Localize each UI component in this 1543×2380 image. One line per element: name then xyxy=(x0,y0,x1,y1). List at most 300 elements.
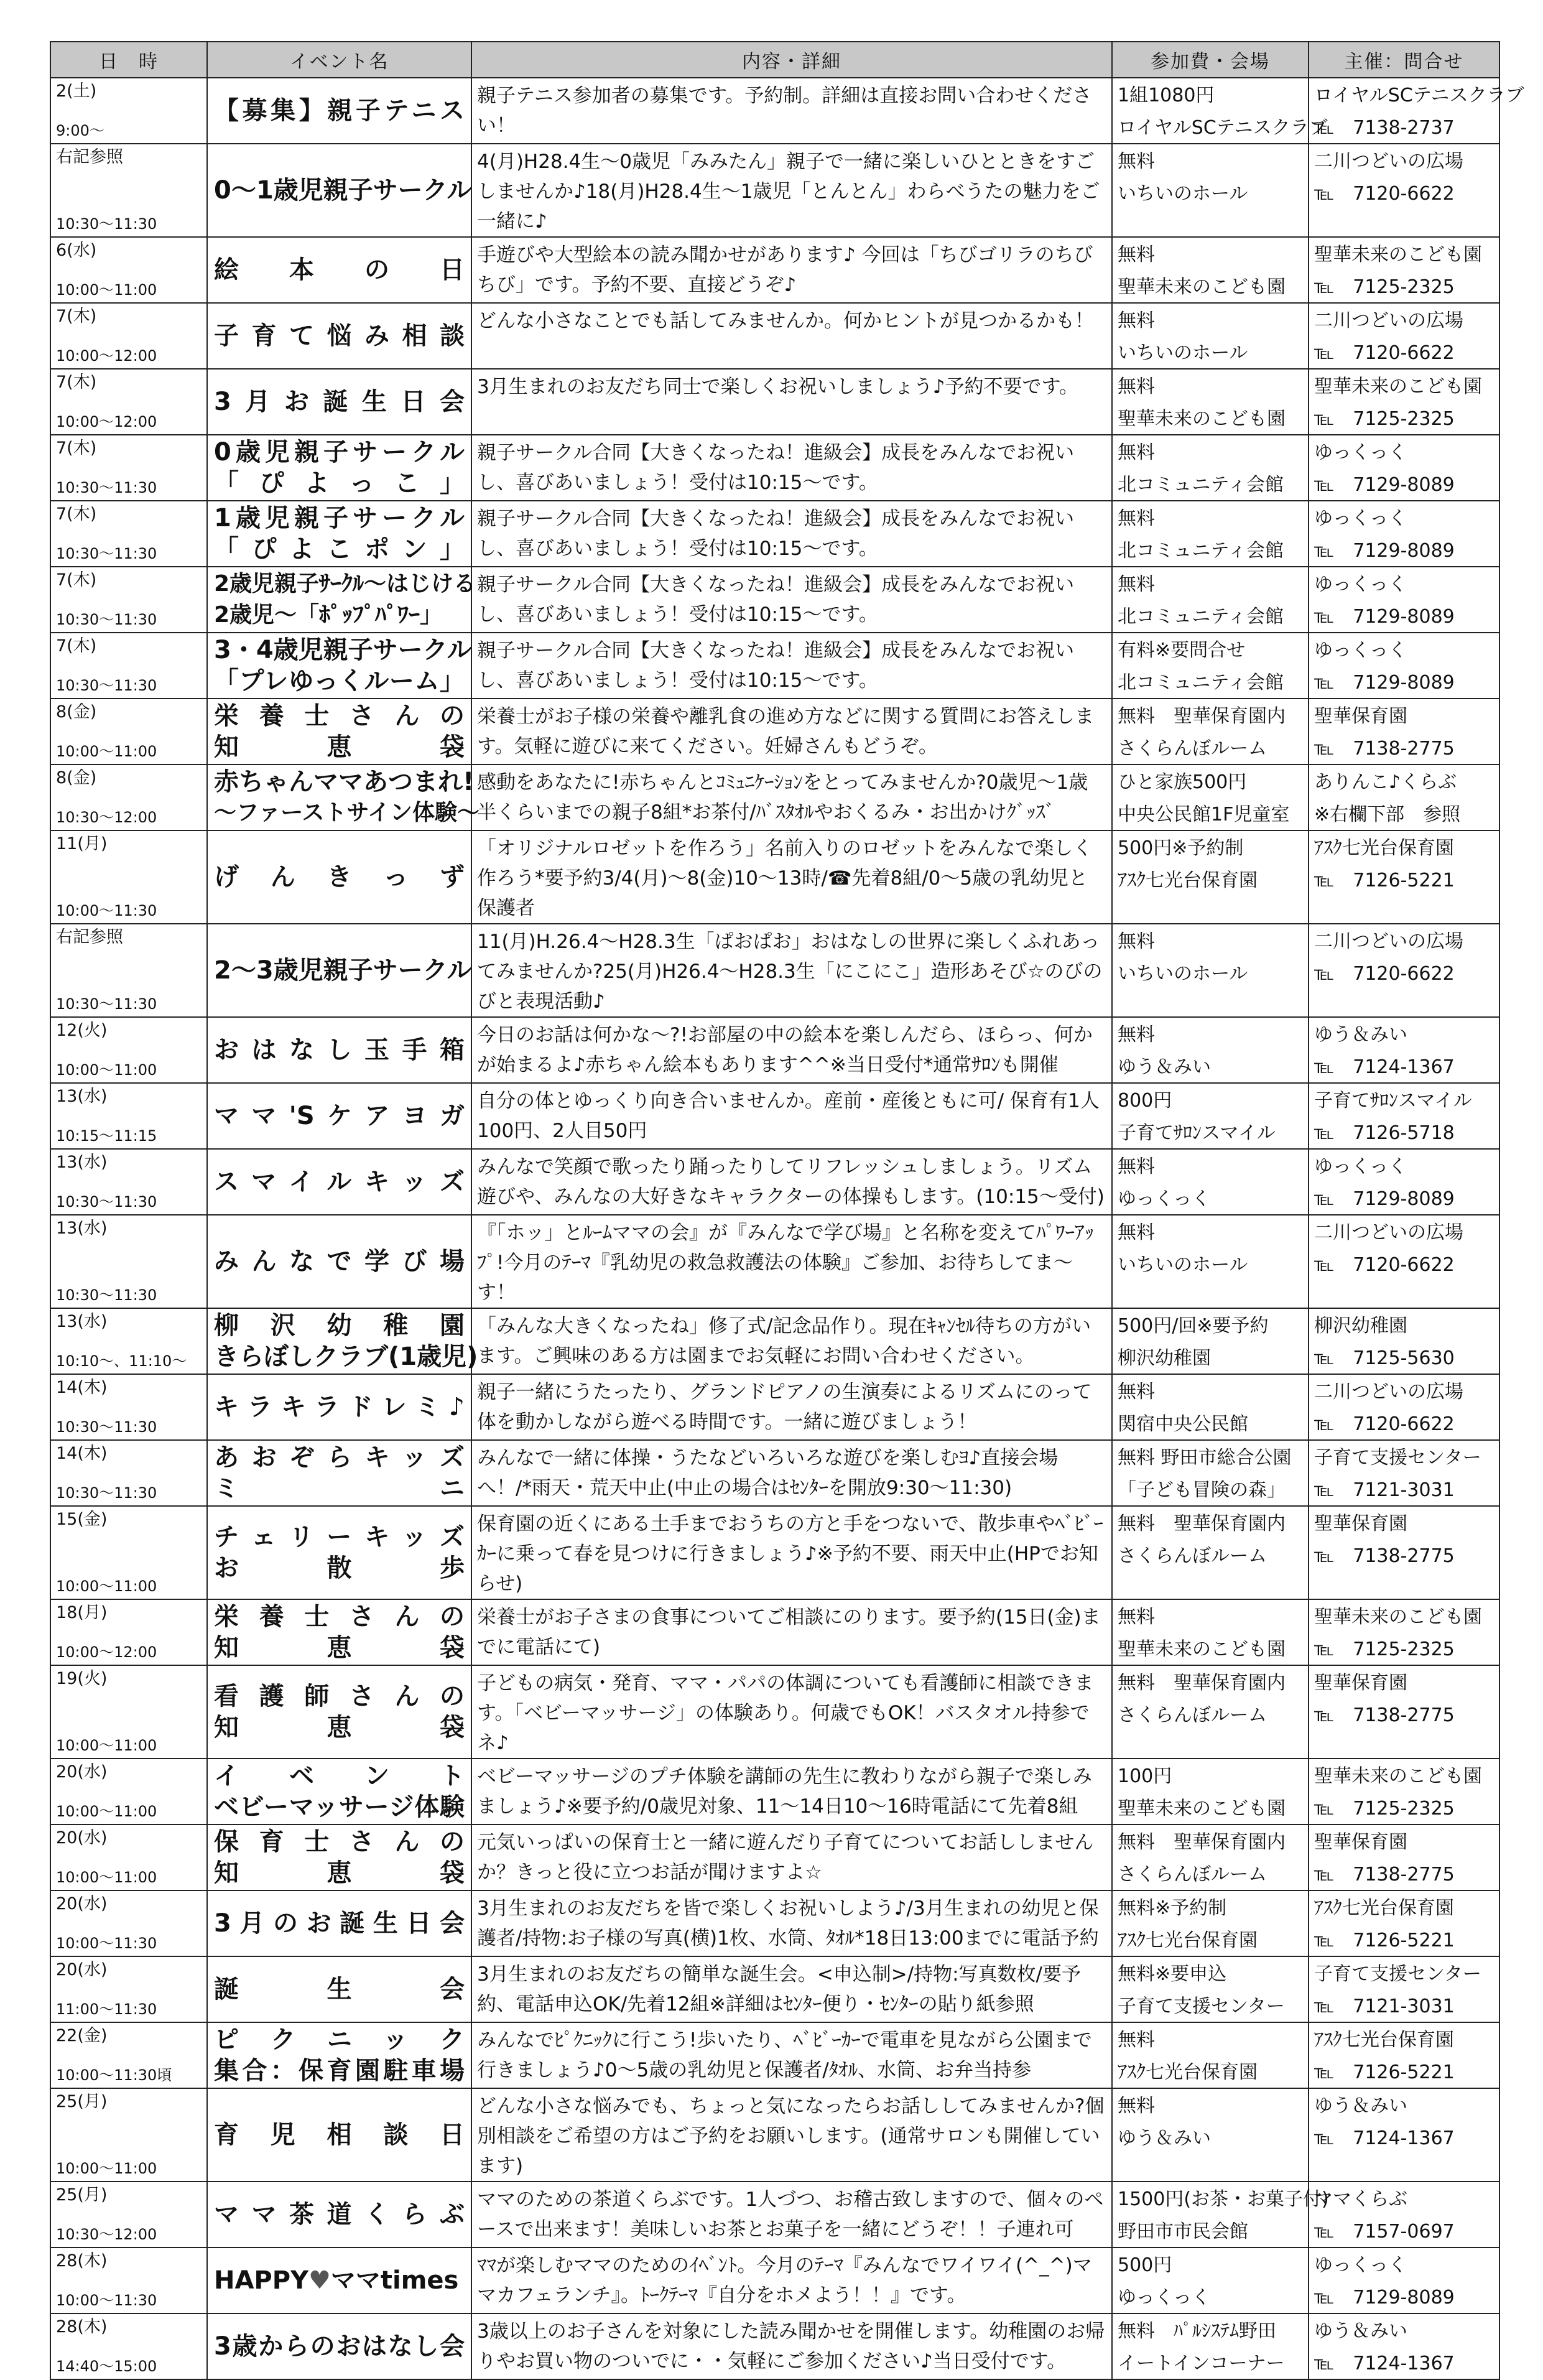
detail-cell xyxy=(471,830,1112,924)
organizer-line: ｱｽｸ七光台保育園 xyxy=(1314,2029,1454,2051)
event-name-cell xyxy=(207,1215,471,1308)
organizer-line: ありんこ♪くらぶ xyxy=(1314,771,1457,793)
fee-venue-cell xyxy=(1112,2088,1309,2182)
event-name-line: 0～1歳児親子サークル xyxy=(214,176,472,205)
date-cell xyxy=(50,1149,207,1215)
fee-venue-line: 無料 聖華保育園内 xyxy=(1118,1831,1286,1853)
event-detail: 栄養士がお子様の栄養や離乳食の進め方などに関する質問にお答えします。気軽に遊びに来てください。妊婦さんもどうぞ。 xyxy=(477,705,1094,758)
fee-venue-line: 関宿中央公民館 xyxy=(1118,1413,1248,1435)
event-name-cell xyxy=(207,699,471,765)
organizer-line: ℡ 7129-8089 xyxy=(1314,474,1455,496)
event-name-cell xyxy=(207,1759,471,1825)
organizer-line: ロイヤルSCテニスクラブ xyxy=(1314,85,1524,106)
event-name-line: キラキラドレミ♪ xyxy=(214,1393,465,1421)
event-name-line: 3月のお誕生日会 xyxy=(214,1909,465,1938)
event-name-line: 誕生会 xyxy=(214,1975,465,2004)
detail-cell xyxy=(471,369,1112,435)
event-detail: 今日のお話は何かな～?!お部屋の中の絵本を楽しんだら、ほらっ、何かが始まるよ♪赤ちゃん絵本もあります^^※当日受付*通常ｻﾛﾝも開催 xyxy=(477,1024,1093,1076)
fee-venue-line: さくらんぼルーム xyxy=(1118,738,1267,760)
event-name-line: ママ'Sケアヨガ xyxy=(214,1102,465,1130)
fee-venue-line: 無料 xyxy=(1118,310,1155,332)
event-day: 11(月) xyxy=(56,834,108,853)
organizer-cell xyxy=(1309,1440,1499,1506)
event-time: 10:30～11:30 xyxy=(56,1193,157,1211)
detail-cell xyxy=(471,924,1112,1017)
event-detail: 「オリジナルロゼットを作ろう」名前入りのロゼットをみんなで楽しく作ろう*要予約3/4(月)～8(金)10～13時/☎先着8組/0～5歳の乳幼児と保護者 xyxy=(477,837,1093,919)
event-time: 10:00～11:30 xyxy=(56,1935,157,1952)
event-name-cell xyxy=(207,2313,471,2379)
event-name-line: 0歳児親子サークル xyxy=(214,438,465,467)
detail-cell xyxy=(471,1308,1112,1374)
organizer-cell xyxy=(1309,633,1499,699)
organizer-cell xyxy=(1309,1308,1499,1374)
event-name-line: ミニ xyxy=(214,1474,465,1503)
fee-venue-cell xyxy=(1112,501,1309,567)
organizer-cell xyxy=(1309,2022,1499,2088)
event-name-line: 2歳児～「ﾎﾟｯﾌﾟﾊﾟﾜｰ」 xyxy=(214,602,443,628)
event-time: 10:30～12:00 xyxy=(56,809,157,826)
event-detail: 親子テニス参加者の募集です。予約制。詳細は直接お問い合わせください！ xyxy=(477,85,1092,137)
date-cell xyxy=(50,2022,207,2088)
date-cell xyxy=(50,567,207,633)
date-cell xyxy=(50,1215,207,1308)
header-org: 主催：問合せ xyxy=(1309,42,1499,78)
organizer-line: 聖華未来のこども園 xyxy=(1314,244,1482,266)
detail-cell xyxy=(471,1825,1112,1890)
fee-venue-line: 無料 xyxy=(1118,244,1155,266)
fee-venue-line: 100円 xyxy=(1118,1765,1172,1787)
organizer-line: 聖華未来のこども園 xyxy=(1314,1765,1482,1787)
fee-venue-line: 北コミュニティ会館 xyxy=(1118,672,1284,694)
fee-venue-line: 北コミュニティ会館 xyxy=(1118,474,1284,496)
event-name-cell xyxy=(207,1599,471,1665)
event-day: 14(木) xyxy=(56,1378,108,1397)
fee-venue-line: 無料 xyxy=(1118,574,1155,595)
event-name-cell xyxy=(207,303,471,369)
event-name-cell xyxy=(207,237,471,303)
detail-cell xyxy=(471,435,1112,501)
fee-venue-cell xyxy=(1112,1149,1309,1215)
event-name-line: 「ぴよこポン」 xyxy=(214,535,465,564)
fee-venue-line: ゆう＆みい xyxy=(1118,1056,1211,1078)
event-detail: 栄養士がお子さまの食事についてご相談にのります。要予約(15日(金)までに電話にて) xyxy=(477,1606,1101,1658)
organizer-cell xyxy=(1309,1506,1499,1599)
event-name-line: スマイルキッズ xyxy=(214,1168,465,1196)
organizer-cell xyxy=(1309,2248,1499,2313)
event-name-line: 1歳児親子サークル xyxy=(214,504,465,532)
organizer-cell xyxy=(1309,2182,1499,2248)
organizer-cell xyxy=(1309,369,1499,435)
organizer-line: ℡ 7124-1367 xyxy=(1314,2127,1455,2149)
event-row xyxy=(50,1599,1499,1665)
event-row xyxy=(50,1374,1499,1440)
detail-cell xyxy=(471,1759,1112,1825)
organizer-line: ゆう＆みい xyxy=(1314,1024,1407,1046)
organizer-line: ℡ 7126-5221 xyxy=(1314,870,1455,891)
event-detail: 感動をあなたに!赤ちゃんとｺﾐｭﾆｹｰｼｮﾝをとってみませんか?0歳児～1歳半くらいまでの親子8組*お茶付/ﾊﾞｽﾀｵﾙやおくるみ・お出かけｸﾞｯｽﾞ xyxy=(477,771,1088,824)
event-name-line: お散歩 xyxy=(214,1554,465,1583)
fee-venue-line: ｱｽｸ七光台保育園 xyxy=(1118,2062,1258,2083)
organizer-line: ゆっくっく xyxy=(1314,508,1407,529)
event-detail: 3月生まれのお友だち同士で楽しくお祝いしましょう♪予約不要です。 xyxy=(477,376,1079,398)
event-rows xyxy=(50,78,1524,2379)
event-name-line: 赤ちゃんママあつまれ! xyxy=(214,768,475,796)
event-day: 20(水) xyxy=(56,1894,108,1913)
event-name-cell xyxy=(207,1149,471,1215)
fee-venue-line: 500円 xyxy=(1118,2254,1172,2276)
detail-cell xyxy=(471,699,1112,765)
event-schedule-table xyxy=(50,41,1524,2380)
event-time: 14:40～15:00 xyxy=(56,2358,157,2375)
event-name-line: 3歳からのおはなし会 xyxy=(214,2332,465,2361)
organizer-cell xyxy=(1309,237,1499,303)
event-time: 10:00～11:00 xyxy=(56,1803,157,1820)
event-name-line: 【募集】親子テニス xyxy=(214,96,465,125)
organizer-line: ℡ 7126-5718 xyxy=(1314,1122,1455,1144)
event-day: 13(水) xyxy=(56,1312,108,1331)
event-time: 10:00～11:00 xyxy=(56,2160,157,2177)
fee-venue-line: ゆっくっく xyxy=(1118,2287,1211,2308)
fee-venue-cell xyxy=(1112,633,1309,699)
event-name-line: 柳沢幼稚園 xyxy=(214,1311,465,1340)
event-name-cell xyxy=(207,435,471,501)
detail-cell xyxy=(471,1374,1112,1440)
event-name-line: おはなし玉手箱 xyxy=(214,1036,465,1064)
detail-cell xyxy=(471,144,1112,237)
fee-venue-cell xyxy=(1112,435,1309,501)
date-cell xyxy=(50,1374,207,1440)
event-time: 10:30～12:00 xyxy=(56,2226,157,2243)
detail-cell xyxy=(471,2022,1112,2088)
organizer-line: ℡ 7129-8089 xyxy=(1314,606,1455,628)
event-day: 7(木) xyxy=(56,636,97,656)
fee-venue-line: 子育て支援センター xyxy=(1118,1996,1285,2017)
organizer-line: ℡ 7138-2775 xyxy=(1314,1545,1455,1567)
fee-venue-cell xyxy=(1112,1665,1309,1759)
fee-venue-line: 無料 xyxy=(1118,442,1155,463)
organizer-line: 聖華保育園 xyxy=(1314,1672,1407,1694)
event-name-cell xyxy=(207,2182,471,2248)
event-name-line: 看護師さんの xyxy=(214,1682,465,1711)
organizer-line: ℡ 7129-8089 xyxy=(1314,2287,1455,2308)
event-row xyxy=(50,924,1499,1017)
organizer-line: ゆっくっく xyxy=(1314,574,1407,595)
event-detail: どんな小さな悩みでも、ちょっと気になったらお話ししてみませんか?個別相談をご希望の方はご予約をお願いします。(通常サロンも開催しています) xyxy=(477,2095,1105,2177)
organizer-line: ℡ 7125-2325 xyxy=(1314,408,1455,430)
event-name-cell xyxy=(207,1083,471,1149)
event-time: 10:00～12:00 xyxy=(56,347,157,365)
event-row xyxy=(50,1440,1499,1506)
event-name-cell xyxy=(207,369,471,435)
event-time: 10:00～11:30 xyxy=(56,2292,157,2309)
event-day: 15(金) xyxy=(56,1510,108,1529)
date-cell xyxy=(50,1890,207,1956)
date-cell xyxy=(50,633,207,699)
fee-venue-line: 無料 聖華保育園内 xyxy=(1118,1513,1286,1535)
detail-cell xyxy=(471,1017,1112,1083)
fee-venue-line: 有料※要問合せ xyxy=(1118,639,1246,661)
detail-cell xyxy=(471,78,1112,144)
organizer-cell xyxy=(1309,830,1499,924)
organizer-line: ℡ 7125-2325 xyxy=(1314,1639,1455,1660)
fee-venue-line: 無料 xyxy=(1118,151,1155,172)
organizer-line: ℡ 7126-5221 xyxy=(1314,1930,1455,1951)
event-name-cell xyxy=(207,1890,471,1956)
date-cell xyxy=(50,2088,207,2182)
event-name-cell xyxy=(207,765,480,830)
fee-venue-line: 800円 xyxy=(1118,1090,1172,1112)
organizer-cell xyxy=(1309,1083,1499,1149)
event-row xyxy=(50,699,1499,765)
detail-cell xyxy=(471,501,1112,567)
event-time: 11:00～11:30 xyxy=(56,2001,157,2018)
date-cell xyxy=(50,1759,207,1825)
event-row xyxy=(50,1506,1499,1599)
event-time: 10:00～11:00 xyxy=(56,1869,157,1886)
organizer-line: ℡ 7157-0697 xyxy=(1314,2221,1455,2243)
fee-venue-line: 無料 聖華保育園内 xyxy=(1118,1672,1286,1694)
event-row xyxy=(50,1665,1499,1759)
event-row xyxy=(50,1017,1499,1083)
event-name-cell xyxy=(207,144,471,237)
event-name-cell xyxy=(207,567,476,633)
event-day: 2(土) xyxy=(56,81,97,101)
organizer-line: 子育て支援センター xyxy=(1314,1963,1481,1985)
date-cell xyxy=(50,1440,207,1506)
event-day: 28(木) xyxy=(56,2251,108,2271)
date-cell xyxy=(50,1599,207,1665)
organizer-cell xyxy=(1309,1149,1499,1215)
organizer-line: 聖華保育園 xyxy=(1314,705,1407,727)
organizer-cell xyxy=(1309,2088,1499,2182)
event-name-cell xyxy=(207,1308,478,1374)
event-day: 8(金) xyxy=(56,702,97,722)
event-name-line: チェリーキッズ xyxy=(214,1523,465,1551)
detail-cell xyxy=(471,237,1112,303)
fee-venue-line: 無料 xyxy=(1118,2095,1155,2117)
event-name-line: 2歳児親子ｻｰｸﾙ～はじける xyxy=(214,571,476,597)
organizer-cell xyxy=(1309,1599,1499,1665)
date-cell xyxy=(50,369,207,435)
event-name-cell xyxy=(207,2248,471,2313)
detail-cell xyxy=(471,1890,1112,1956)
fee-venue-cell xyxy=(1112,830,1309,924)
event-time: 10:00～12:00 xyxy=(56,413,157,430)
event-name-line: ママtimes xyxy=(330,2266,459,2295)
event-time: 10:00～12:00 xyxy=(56,1643,157,1661)
fee-venue-line: 「子ども冒険の森」 xyxy=(1118,1479,1286,1501)
organizer-line: 柳沢幼稚園 xyxy=(1314,1315,1407,1337)
event-time: 10:00～11:00 xyxy=(56,1061,157,1079)
fee-venue-line: 1500円(お茶・お菓子付) xyxy=(1118,2188,1329,2210)
event-name-cell xyxy=(207,1665,471,1759)
event-name-line: ピクニック xyxy=(214,2025,465,2054)
fee-venue-line: 聖華未来のこども園 xyxy=(1118,1798,1286,1820)
event-name-line: HAPPY ♥ ママtimes xyxy=(214,2266,459,2295)
detail-cell xyxy=(471,2182,1112,2248)
date-cell xyxy=(50,1308,207,1374)
event-day: 25(月) xyxy=(56,2092,108,2111)
date-cell xyxy=(50,501,207,567)
organizer-line: 二川つどいの広場 xyxy=(1314,151,1463,172)
event-row xyxy=(50,2182,1499,2248)
event-name-cell xyxy=(207,633,471,699)
fee-venue-cell xyxy=(1112,1890,1309,1956)
organizer-line: 子育て支援センター xyxy=(1314,1447,1481,1469)
event-detail: 親子サークル合同【大きくなったね！進級会】成長をみんなでお祝いし、喜びあいましょう！受付は10:15～です。 xyxy=(477,639,1075,692)
date-cell xyxy=(50,924,207,1017)
event-day: 28(木) xyxy=(56,2317,108,2336)
event-row xyxy=(50,1890,1499,1956)
fee-venue-cell xyxy=(1112,1308,1309,1374)
event-name-cell xyxy=(207,2088,471,2182)
organizer-cell xyxy=(1309,2313,1499,2379)
fee-venue-line: いちいのホール xyxy=(1118,342,1248,364)
event-time: 10:30～11:30 xyxy=(56,677,157,694)
fee-venue-line: ひと家族500円 xyxy=(1118,771,1247,793)
organizer-line: ゆっくっく xyxy=(1314,2254,1407,2276)
fee-venue-cell xyxy=(1112,1599,1309,1665)
fee-venue-line: さくらんぼルーム xyxy=(1118,1545,1267,1567)
event-row xyxy=(50,1149,1499,1215)
fee-venue-cell xyxy=(1112,369,1309,435)
fee-venue-line: 無料 xyxy=(1118,1024,1155,1046)
fee-venue-cell xyxy=(1112,2022,1309,2088)
organizer-cell xyxy=(1309,1374,1499,1440)
organizer-line: 二川つどいの広場 xyxy=(1314,931,1463,952)
fee-venue-line: 無料 ﾊﾟﾙｼｽﾃﾑ野田 xyxy=(1118,2320,1276,2342)
event-name-cell xyxy=(207,1956,471,2022)
event-day: 20(水) xyxy=(56,1828,108,1848)
event-detail: 『「ホッ」とﾙｰﾑママの会』が『みんなで学び場』と名称を変えてﾊﾟﾜｰｱｯﾌﾟ!今月のﾃｰﾏ『乳幼児の救急救護法の体験』ご参加、お待ちしてま～す！ xyxy=(477,1222,1094,1304)
event-name-line: 知恵袋 xyxy=(214,1713,465,1742)
detail-cell xyxy=(471,1440,1112,1506)
header-fee: 参加費・会場 xyxy=(1112,42,1309,78)
event-name-line: 絵本の日 xyxy=(214,256,465,284)
organizer-line: ℡ 7121-3031 xyxy=(1314,1996,1455,2017)
fee-venue-line: 500円※予約制 xyxy=(1118,837,1244,859)
event-day: 22(金) xyxy=(56,2026,108,2045)
fee-venue-line: 1組1080円 xyxy=(1118,85,1215,106)
fee-venue-line: 無料 xyxy=(1118,508,1155,529)
event-detail: ﾏﾏが楽しむママのためのｲﾍﾞﾝﾄ。今月のﾃｰﾏ『みんなでワイワイ(^_^)ママカフェランチ』。ﾄｰｸﾃｰﾏ『自分をホメよう！！』です。 xyxy=(477,2254,1092,2307)
detail-cell xyxy=(471,1665,1112,1759)
detail-cell xyxy=(471,2248,1112,2313)
organizer-line: ゆっくっく xyxy=(1314,639,1407,661)
fee-venue-line: 聖華未来のこども園 xyxy=(1118,276,1286,298)
event-row xyxy=(50,830,1499,924)
event-detail: みんなで一緒に体操・うたなどいろいろな遊びを楽しむﾖ♪直接会場へ！/*雨天・荒天中止(中止の場合はｾﾝﾀｰを開放9:30～11:30) xyxy=(477,1447,1059,1499)
event-name-line: みんなで学び場 xyxy=(214,1247,465,1276)
fee-venue-line: 無料※予約制 xyxy=(1118,1897,1227,1919)
organizer-line: ※右欄下部 参照 xyxy=(1314,804,1461,825)
event-name-line: 育児相談日 xyxy=(214,2121,465,2149)
fee-venue-cell xyxy=(1112,144,1309,237)
event-time: 10:30～11:30 xyxy=(56,1418,157,1436)
fee-venue-cell xyxy=(1112,567,1309,633)
event-detail: どんな小さなことでも話してみませんか。何かヒントが見つかるかも！ xyxy=(477,310,1094,332)
event-row xyxy=(50,1083,1499,1149)
detail-cell xyxy=(471,1215,1112,1308)
fee-venue-line: 野田市市民会館 xyxy=(1118,2221,1248,2243)
event-name-line: 栄養士さんの xyxy=(214,702,465,730)
event-day: 18(月) xyxy=(56,1603,108,1622)
detail-cell xyxy=(471,1506,1112,1599)
event-day: 25(月) xyxy=(56,2185,108,2205)
organizer-line: ゆっくっく xyxy=(1314,1156,1407,1178)
organizer-line: ℡ 7126-5221 xyxy=(1314,2062,1455,2083)
fee-venue-line: 無料 xyxy=(1118,1381,1155,1403)
date-cell xyxy=(50,2182,207,2248)
organizer-line: ゆう＆みい xyxy=(1314,2320,1407,2342)
organizer-line: ℡ 7125-2325 xyxy=(1314,276,1455,298)
date-cell xyxy=(50,2313,207,2379)
organizer-cell xyxy=(1309,924,1499,1017)
fee-venue-line: 500円/回※要予約 xyxy=(1118,1315,1269,1337)
event-detail: 3月生まれのお友だちの簡単な誕生会。<申込制>/持物:写真数枚/要予約、電話申込OK/先着12組※詳細はｾﾝﾀｰ便り・ｾﾝﾀｰの貼り紙参照 xyxy=(477,1963,1082,2015)
detail-cell xyxy=(471,1083,1112,1149)
event-day: 20(水) xyxy=(56,1762,108,1782)
organizer-cell xyxy=(1309,1665,1499,1759)
fee-venue-line: 中央公民館1F児童室 xyxy=(1118,804,1290,825)
fee-venue-line: さくらんぼルーム xyxy=(1118,1864,1267,1885)
event-row xyxy=(50,369,1499,435)
organizer-line: 聖華未来のこども園 xyxy=(1314,1606,1482,1628)
event-name-line: ～ファーストサイン体験～ xyxy=(214,800,480,825)
detail-cell xyxy=(471,1956,1112,2022)
event-day: 7(木) xyxy=(56,373,97,392)
date-cell xyxy=(50,699,207,765)
date-cell xyxy=(50,237,207,303)
organizer-cell xyxy=(1309,1017,1499,1083)
fee-venue-cell xyxy=(1112,1825,1309,1890)
date-cell xyxy=(50,1665,207,1759)
organizer-cell xyxy=(1309,144,1499,237)
fee-venue-cell xyxy=(1112,1374,1309,1440)
event-time: 10:30～11:30 xyxy=(56,995,157,1013)
event-time: 10:00～11:00 xyxy=(56,1578,157,1595)
event-row xyxy=(50,1215,1499,1308)
detail-cell xyxy=(471,303,1112,369)
event-time: 10:00～11:00 xyxy=(56,1737,157,1754)
event-day: 8(金) xyxy=(56,768,97,788)
event-name-cell xyxy=(207,2022,471,2088)
organizer-line: ℡ 7120-6622 xyxy=(1314,963,1455,985)
date-cell xyxy=(50,303,207,369)
organizer-line: ℡ 7125-5630 xyxy=(1314,1347,1455,1369)
event-detail: 4(月)H28.4生～0歳児「みみたん」親子で一緒に楽しいひとときをすごしませんか♪18(月)H28.4生～1歳児「とんとん」わらべうたの魅力をご一緒に♪ xyxy=(477,151,1100,233)
event-row xyxy=(50,303,1499,369)
date-cell xyxy=(50,830,207,924)
event-name-line: きらぼしクラブ(1歳児) xyxy=(214,1342,478,1371)
fee-venue-line: いちいのホール xyxy=(1118,963,1248,985)
event-row xyxy=(50,765,1499,830)
event-name-cell xyxy=(207,830,471,924)
organizer-line: ℡ 7125-2325 xyxy=(1314,1798,1455,1820)
organizer-cell xyxy=(1309,1890,1499,1956)
event-detail: 子どもの病気・発育、ママ・パパの体調についても看護師に相談できます。「ベビーマッサージ」の体験あり。何歳でもOK！バスタオル持参でネ♪ xyxy=(477,1672,1094,1754)
header-row xyxy=(50,42,1499,78)
organizer-line: ℡ 7120-6622 xyxy=(1314,1254,1455,1276)
event-name-cell xyxy=(207,1506,471,1599)
fee-venue-line: 無料 xyxy=(1118,931,1155,952)
event-time: 10:15～11:15 xyxy=(56,1127,157,1145)
event-detail: みんなで笑顔で歌ったり踊ったりしてリフレッシュしましょう。リズム遊びや、みんなの大好きなキャラクターの体操もします。(10:15～受付) xyxy=(477,1156,1105,1208)
event-row xyxy=(50,435,1499,501)
organizer-cell xyxy=(1309,435,1499,501)
event-name-line: 保育士さんの xyxy=(214,1828,465,1856)
event-day: 右記参照 xyxy=(56,927,123,947)
